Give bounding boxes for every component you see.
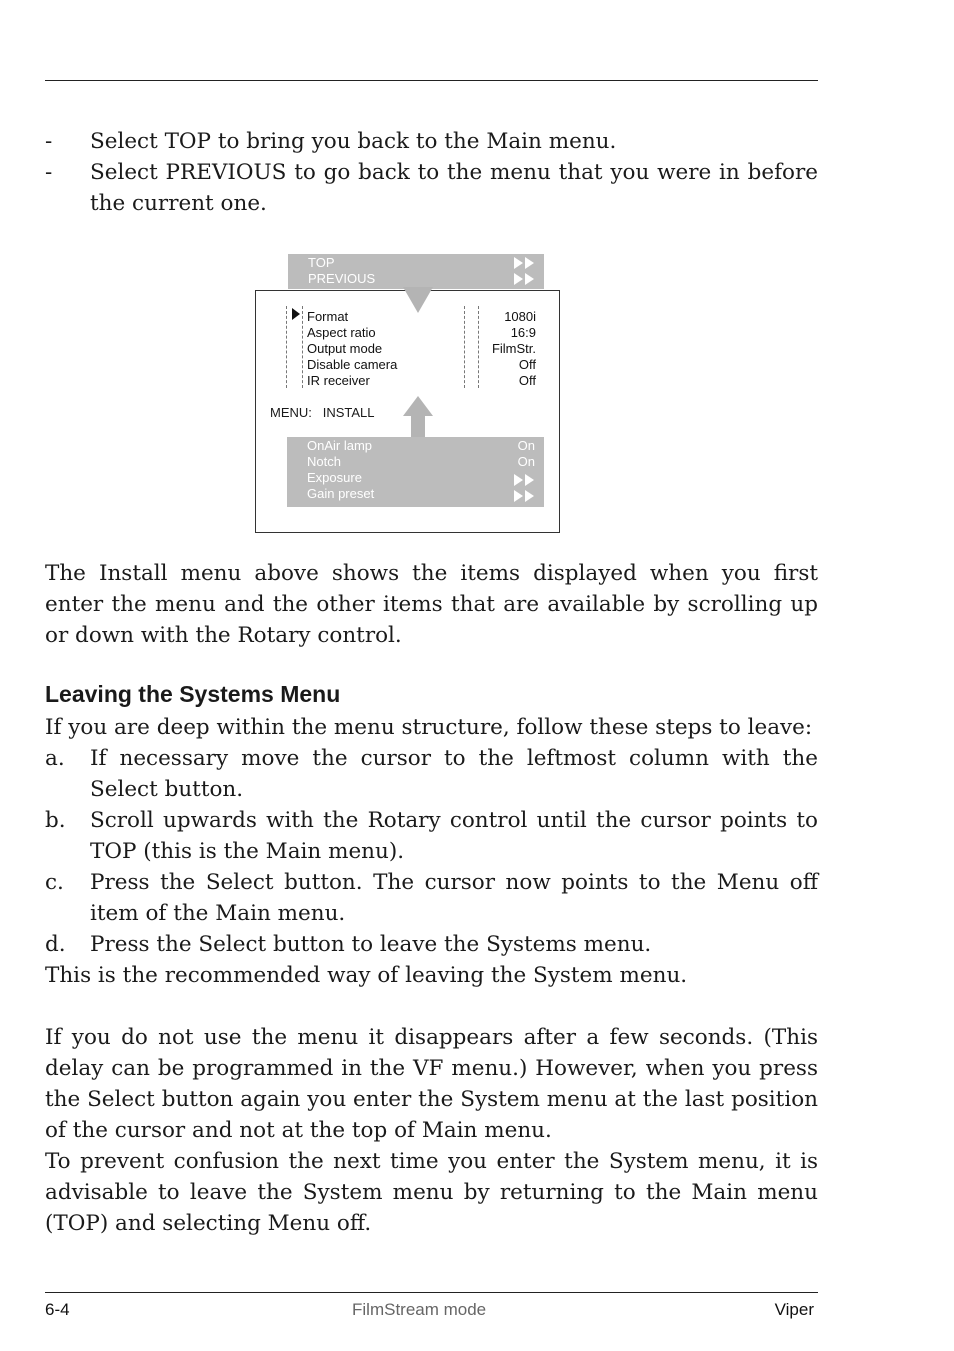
more-item-value: On — [517, 454, 535, 469]
menu-item-disable-camera: Disable camera — [307, 357, 398, 372]
more-item-label: Exposure — [307, 470, 362, 485]
step-text: Press the Select button. The cursor now points to the Menu off item of the Main menu. — [90, 870, 818, 926]
list-item — [45, 126, 818, 157]
double-arrow-right-icon — [514, 273, 536, 285]
cursor-pointer-icon — [292, 308, 300, 320]
menu-value: Off — [518, 357, 536, 372]
menu-value: Off — [518, 373, 536, 388]
step-text: Scroll upwards with the Rotary control until the cursor points to TOP (this is the Main menu). — [90, 808, 818, 864]
header-rule — [45, 80, 818, 81]
scroll-down-arrow-icon — [403, 287, 433, 314]
list-item — [45, 867, 818, 929]
more-item-onair-lamp — [287, 438, 544, 454]
more-item-label: Gain preset — [307, 486, 375, 501]
scroll-up-arrow-icon — [403, 396, 433, 437]
more-items-box — [287, 437, 544, 507]
prevent-paragraph: To prevent confusion the next time you enter the System menu, it is advisable to leave the System menu by returning to the Main menu (TOP) and selecting Menu off. — [45, 1149, 818, 1236]
more-item-exposure — [287, 470, 544, 486]
more-item-gain-preset — [287, 486, 544, 502]
menu-name: INSTALL — [322, 405, 375, 420]
bullet-text: Select PREVIOUS to go back to the menu that you were in before the current one. — [90, 160, 818, 216]
menu-item-values — [470, 309, 536, 389]
menu-item-labels — [307, 309, 397, 389]
column-divider — [286, 306, 287, 388]
double-arrow-right-icon — [514, 474, 536, 486]
footer-product: Viper — [774, 1300, 814, 1319]
more-item-notch — [287, 454, 544, 470]
bullet-text: Select TOP to bring you back to the Main menu. — [90, 129, 617, 154]
nav-label: TOP — [308, 255, 335, 270]
list-item — [45, 805, 818, 867]
disappear-paragraph: If you do not use the menu it disappears after a few seconds. (This delay can be programmed in the VF menu.) However, when you press the Select button again you enter the System menu at the last position of the cursor and not at the top of Main menu. — [45, 1025, 818, 1143]
nav-label: PREVIOUS — [308, 271, 376, 286]
step-text: If necessary move the cursor to the leftmost column with the Select button. — [90, 746, 818, 802]
list-item — [45, 929, 818, 960]
step-marker: c. — [45, 870, 64, 895]
leaving-intro: If you are deep within the menu structure, follow these steps to leave: — [45, 715, 813, 740]
step-text: Press the Select button to leave the Systems menu. — [90, 932, 652, 957]
menu-item-aspect-ratio: Aspect ratio — [307, 325, 376, 340]
double-arrow-right-icon — [514, 490, 536, 502]
leaving-section — [45, 712, 818, 991]
menu-value: 1080i — [504, 309, 536, 324]
list-item — [45, 743, 818, 805]
menu-item-format: Format — [307, 309, 349, 324]
list-item — [45, 157, 818, 219]
step-marker: b. — [45, 808, 66, 833]
nav-row-previous — [288, 271, 544, 287]
column-divider — [302, 306, 303, 388]
top-nav-box — [288, 254, 544, 289]
more-item-value: On — [517, 438, 535, 453]
menu-value: 16:9 — [510, 325, 536, 340]
double-arrow-right-icon — [514, 257, 536, 269]
menu-value: FilmStr. — [491, 341, 536, 356]
recommended-note: This is the recommended way of leaving the System menu. — [45, 963, 688, 988]
menu-item-output-mode: Output mode — [307, 341, 383, 356]
bullet-marker: - — [45, 129, 53, 154]
footer-section-title: FilmStream mode — [352, 1300, 487, 1319]
intro-bullet-list — [45, 126, 818, 219]
step-marker: a. — [45, 746, 65, 771]
more-item-label: OnAir lamp — [307, 438, 373, 453]
nav-row-top — [288, 255, 544, 271]
menu-item-ir-receiver: IR receiver — [307, 373, 370, 388]
install-paragraph-block — [45, 558, 818, 651]
menu-label-prefix: MENU: — [270, 405, 312, 420]
step-marker: d. — [45, 932, 66, 957]
page-number: 6-4 — [45, 1300, 70, 1319]
install-paragraph: The Install menu above shows the items displayed when you first enter the menu and the other items that are available by scrolling up or down with the Rotary control. — [45, 561, 818, 648]
closing-section — [45, 1022, 818, 1239]
footer-rule — [45, 1292, 818, 1293]
column-divider — [464, 306, 465, 388]
menu-name-label — [270, 405, 375, 420]
bullet-marker: - — [45, 160, 53, 185]
section-heading: Leaving the Systems Menu — [45, 681, 341, 707]
more-item-label: Notch — [307, 454, 341, 469]
